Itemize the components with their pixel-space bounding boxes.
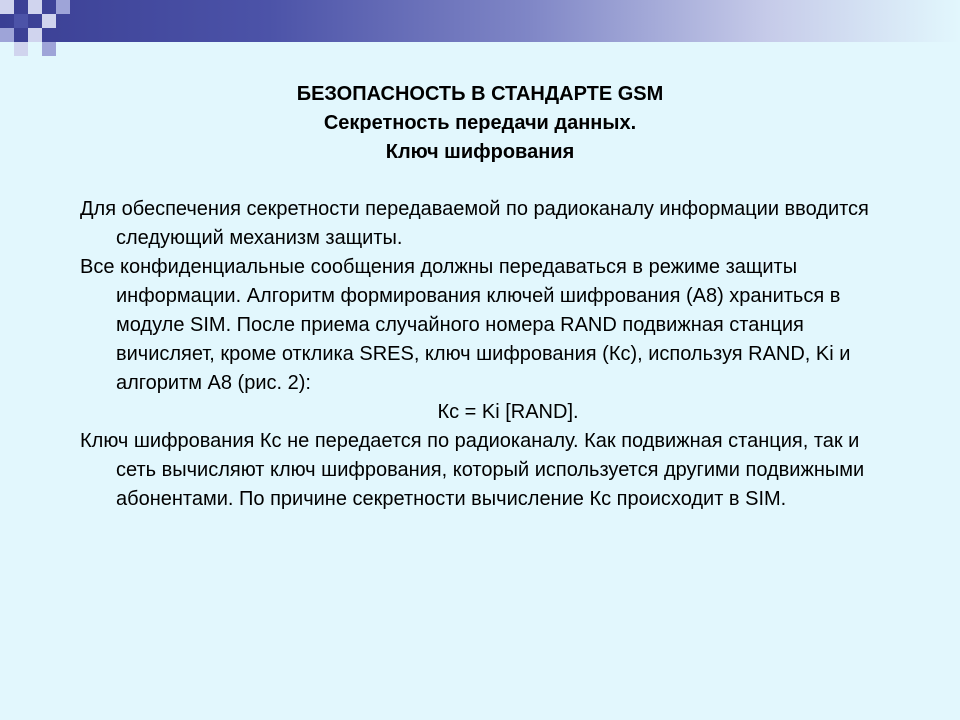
- title-line-2: Секретность передачи данных.: [323, 112, 637, 134]
- deco-square: [56, 0, 70, 14]
- deco-square: [28, 0, 42, 14]
- paragraph-1: Для обеспечения секретности передаваемой по радиоканалу информации вводится следующий механизм защиты.: [80, 198, 869, 249]
- title-line-1: БЕЗОПАСНОСТЬ В СТАНДАРТЕ GSM: [296, 83, 664, 105]
- deco-square: [0, 28, 14, 42]
- deco-square: [14, 42, 28, 56]
- deco-square: [14, 14, 28, 28]
- title-line-3: Ключ шифрования: [385, 141, 575, 163]
- deco-square: [28, 28, 42, 42]
- paragraph-2: Все конфиденциальные сообщения должны передаваться в режиме защиты информации. Алгоритм формирования ключей шифрования (A8) храниться в модуле SIM. После приема случайного номера RAND подвижная станция вичисляет, кроме отклика SRES, ключ шифрования (Кс), используя RAND, Ki и алгоритм A8 (рис. 2):: [80, 256, 851, 394]
- formula: Кс = Ki [RAND].: [437, 401, 579, 423]
- deco-square: [42, 42, 56, 56]
- paragraph-3: Ключ шифрования Кс не передается по радиоканалу. Как подвижная станция, так и сеть вычисляют ключ шифрования, который используется другими подвижными абонентами. По причине секретности вычисление Кс происходит в SIM.: [80, 430, 865, 510]
- deco-square: [42, 14, 56, 28]
- slide-body: [80, 195, 900, 514]
- deco-square: [0, 0, 14, 14]
- corner-decoration: [0, 0, 80, 60]
- header-gradient-band: [0, 0, 960, 42]
- slide-title: [0, 80, 960, 167]
